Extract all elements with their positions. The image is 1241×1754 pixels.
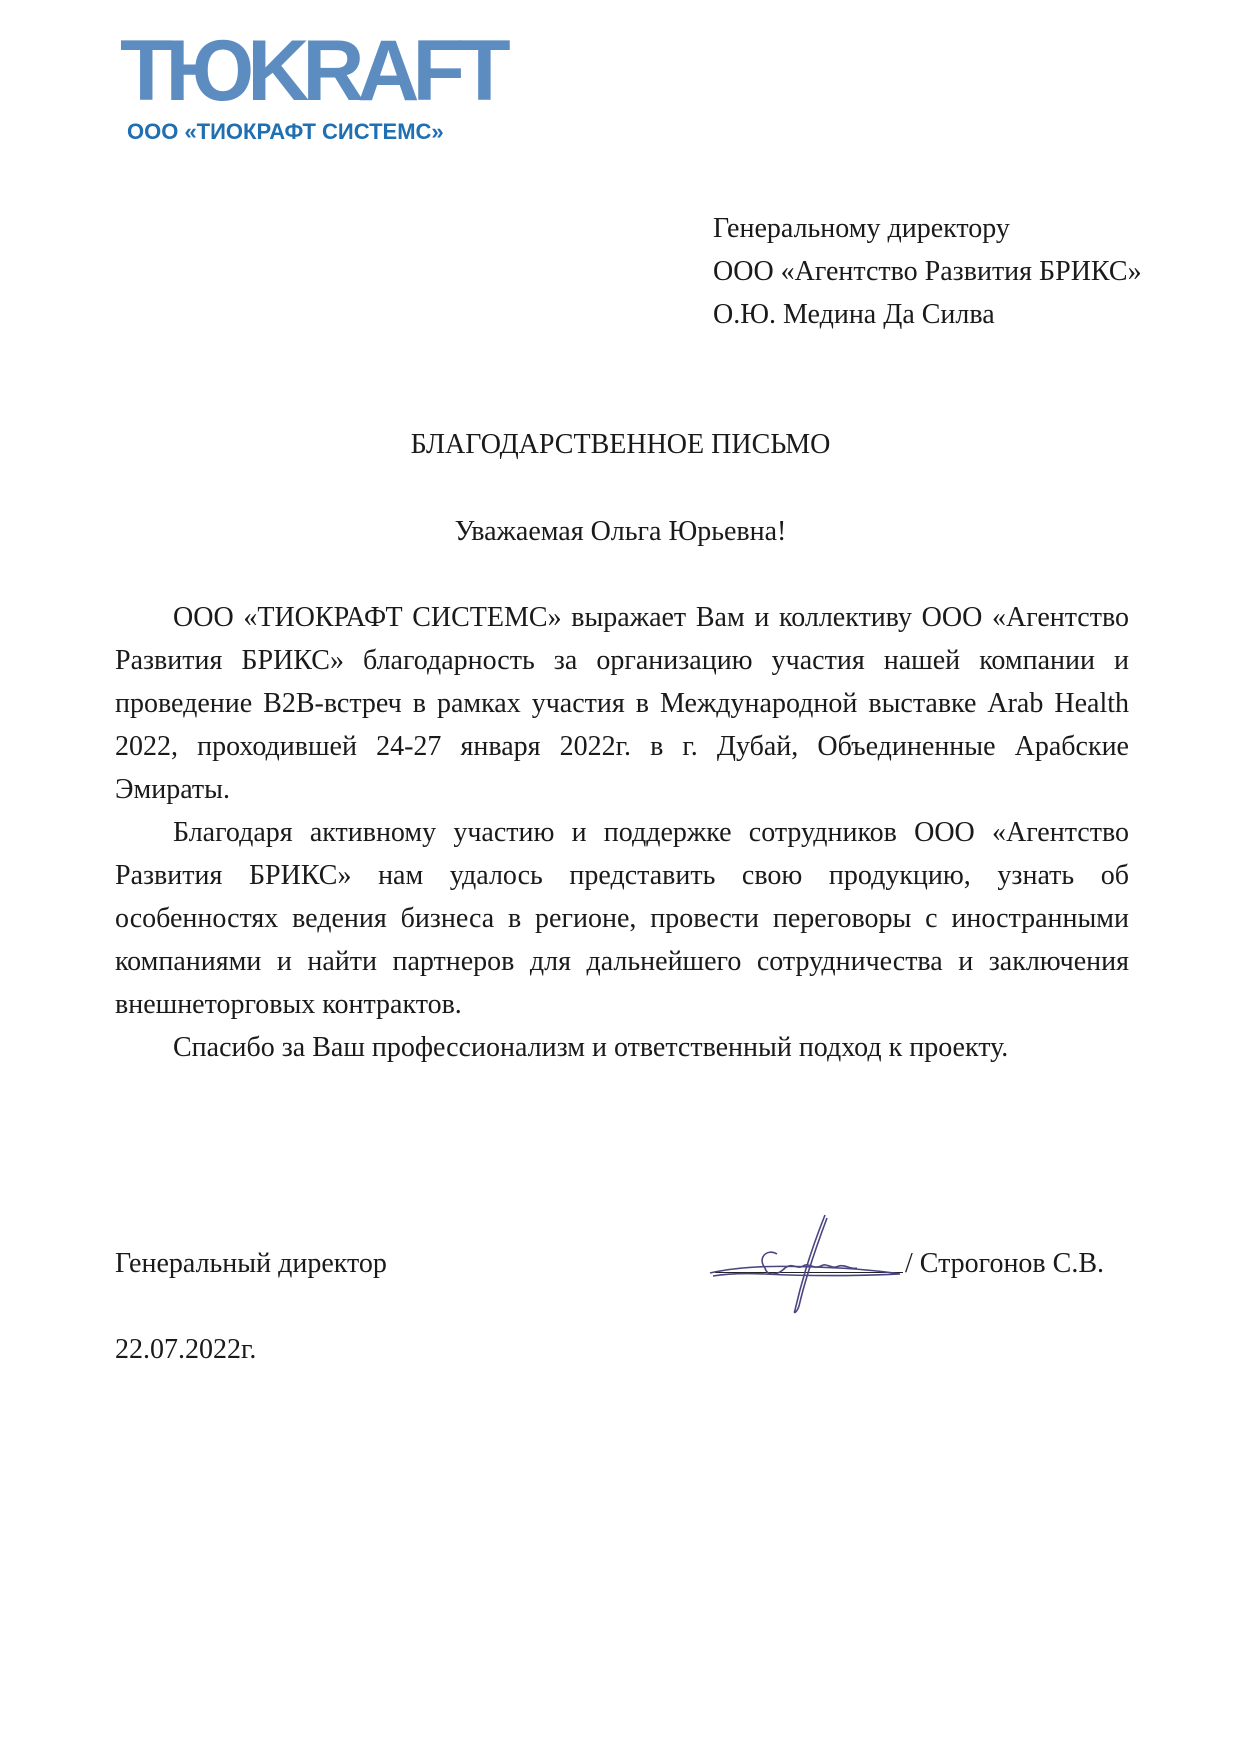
company-logo: ТЮKRAFT	[120, 23, 504, 119]
letter-date: 22.07.2022г.	[115, 1334, 257, 1365]
letter-body	[115, 596, 1129, 1069]
recipient-organization: ООО «Агентство Развития БРИКС»	[713, 256, 1142, 287]
recipient-block	[713, 207, 1142, 336]
paragraph: ООО «ТИОКРАФТ СИСТЕМС» выражает Вам и коллективу ООО «Агентство Развития БРИКС» благодарность за организацию участия нашей компании и проведение B2B-встреч в рамках участия в Международной выставке Arab Health 2022, проходившей 24-27 января 2022г. в г. Дубай, Объединенные Арабские Эмираты.	[115, 602, 1129, 805]
paragraph: Благодаря активному участию и поддержке сотрудников ООО «Агентство Развития БРИКС» нам удалось представить свою продукцию, узнать об особенностях ведения бизнеса в регионе, провести переговоры с иностранными компаниями и найти партнеров для дальнейшего сотрудничества и заключения внешнеторговых контрактов.	[115, 817, 1129, 1020]
paragraph: Спасибо за Ваш профессионализм и ответственный подход к проекту.	[173, 1032, 1009, 1063]
recipient-name: О.Ю. Медина Да Силва	[713, 299, 995, 330]
company-name: ООО «ТИОКРАФТ СИСТЕМС»	[127, 119, 444, 144]
signatory-name: / Строгонов С.В.	[905, 1248, 1105, 1279]
signatory-position: Генеральный директор	[115, 1248, 387, 1279]
greeting: Уважаемая Ольга Юрьевна!	[454, 516, 787, 547]
recipient-position: Генеральному директору	[713, 213, 1010, 244]
letter-title: БЛАГОДАРСТВЕННОЕ ПИСЬМО	[410, 429, 831, 460]
handwritten-signature	[705, 1210, 905, 1320]
